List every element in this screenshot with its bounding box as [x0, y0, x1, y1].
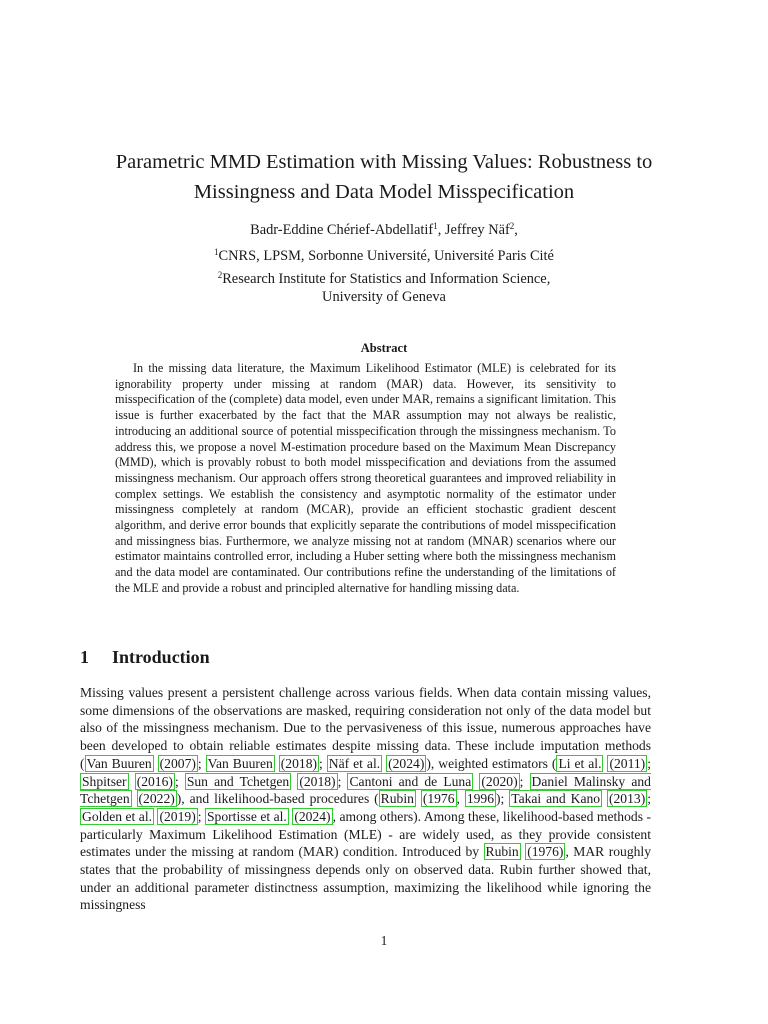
- citation-year-link[interactable]: (2013): [608, 791, 646, 807]
- citation-year-link[interactable]: (1976: [422, 791, 455, 807]
- citation-link[interactable]: Daniel Malinsky and Tchetgen: [80, 773, 651, 807]
- citation-link[interactable]: Cantoni and de Luna: [349, 773, 472, 789]
- affiliation-mark: 1: [214, 247, 219, 257]
- citation-year-link[interactable]: (2022): [138, 791, 175, 807]
- citation-year-link[interactable]: (1976): [527, 844, 564, 860]
- intro-paragraph: Missing values present a persistent challenge across various fields. When data contain missing values, some dimensions of the observations are masked, requiring consideration not only of the data model but also of the missingness mechanism. Due to the pervasiveness of this issue, numerous approaches have been developed to obtain reliable estimates despite missing data. These include imputation methods ( Van Buuren (2007) ; Van Buuren (2018) ; Näf et al. (2024) ), weighted estimators ( Li et al. (2011) ; Shpitser (2016) ; Sun and Tchetgen (2018) ; Cantoni and de Luna (2020) ; Daniel Malinsky and Tchetgen (2022) ), and likelihood-based procedures ( Rubin (1976 , 1996 ); Takai and Kano (2013) ; Golden et al. (2019) ; Sportisse et al. (2024) , among others). Among these, likelihood-based methods - particularly Maximum Likelihood Estimation (MLE) - are widely used, as they provide consistent estimates under the missing at random (MAR) condition. Introduced by Rubin (1976) , MAR roughly states that the probability of missingness depends only on observed data. Rubin further showed that, under an additional parameter distinctness assumption, maximizing the likelihood while ignoring the missingness: [80, 685, 652, 913]
- author-name: Jeffrey Näf: [444, 222, 510, 238]
- body-text: , among others). Among these, likelihood-based methods - particularly Maximum Likelihood Estimation (MLE) - are widely used, as they provide consistent estimates under the missing at random (MAR) condition. Introduced by: [80, 808, 651, 860]
- citation-year-link[interactable]: (2018): [299, 773, 336, 789]
- citation-year-link[interactable]: (2024): [294, 808, 331, 824]
- citation-link[interactable]: Rubin: [380, 791, 414, 807]
- page-number: 1: [380, 933, 388, 948]
- affiliation-2: [40, 271, 728, 288]
- paper-title: [40, 147, 728, 207]
- citation-year-link[interactable]: (2016): [136, 773, 173, 789]
- citation-year-link[interactable]: (2011): [609, 755, 646, 771]
- citation-year-link[interactable]: (2018): [280, 755, 318, 771]
- citation-year-link[interactable]: (2024): [388, 755, 425, 771]
- citation-link[interactable]: Näf et al.: [328, 755, 381, 771]
- title-line-1: Parametric MMD Estimation with Missing Values: Robustness to: [115, 151, 653, 173]
- affiliation-1: [40, 248, 728, 265]
- author-trailing: ,: [514, 222, 518, 238]
- citation-link[interactable]: Golden et al.: [82, 808, 152, 824]
- author-separator: ,: [437, 222, 445, 238]
- body-text: ), weighted estimators (: [426, 755, 557, 771]
- abstract-body: In the missing data literature, the Maximum Likelihood Estimator (MLE) is celebrated for its ignorability property under missing at random (MAR) data. However, its sensitivity to misspecification of the (complete) data model, even under MAR, remains a significant limitation. This issue is further exacerbated by the fact that the MAR assumption may not always be realistic, introducing an additional source of potential misspecification through the missingness mechanism. To address this, we propose a novel M-estimation procedure based on the Maximum Mean Discrepancy (MMD), which is provably robust to both model misspecification and deviations from the assumed missingness mechanism. Our approach offers strong theoretical guarantees and improved reliability in complex settings. We establish the consistency and asymptotic normality of the estimator under missingness completely at random (MCAR), provide an efficient stochastic gradient descent algorithm, and derive error bounds that explicitly separate the contributions of model misspecification and missingness bias. Furthermore, we analyze missing not at random (MNAR) scenarios where our estimator maintains controlled error, including a Huber setting where both the missingness mechanism and the data model are contaminated. Our contributions refine the understanding of the limitations of the MLE and provide a robust and principled alternative for handling missing data.: [115, 361, 616, 595]
- body-text: ), and likelihood-based procedures (: [176, 791, 379, 807]
- title-line-2: Missingness and Data Model Misspecification: [193, 181, 575, 203]
- citation-link[interactable]: Rubin: [485, 844, 519, 860]
- citation-link[interactable]: Li et al.: [558, 755, 602, 771]
- citation-link[interactable]: Sportisse et al.: [207, 808, 287, 824]
- affiliation-text: CNRS, LPSM, Sorbonne Université, Université Paris Cité: [218, 248, 554, 264]
- citation-year-link[interactable]: (2007): [159, 755, 196, 771]
- author-name: Badr-Eddine Chérief-Abdellatif: [250, 222, 434, 238]
- citation-link[interactable]: Takai and Kano: [511, 791, 601, 807]
- section-title: Introduction: [112, 647, 210, 667]
- body-text: , MAR roughly states that the probability of missingness depends only on observed data. Rubin further showed that, under an additional parameter distinctness assumption, maximizing the likelihood while ignoring the missingness: [80, 844, 651, 913]
- body-text: Missing values present a persistent challenge across various fields. When data contain missing values, some dimensions of the observations are masked, requiring consideration not only of the data model but also of the missingness mechanism. Due to the pervasiveness of this issue, numerous approaches have been developed to obtain reliable estimates despite missing data. These include imputation methods (: [80, 685, 651, 771]
- section-number: 1: [80, 647, 89, 667]
- affiliation-text: Research Institute for Statistics and Information Science,: [222, 271, 551, 287]
- citation-link[interactable]: Sun and Tchetgen: [186, 773, 290, 789]
- section-heading: [80, 647, 210, 668]
- abstract-heading: Abstract: [360, 341, 408, 355]
- citation-link[interactable]: Van Buuren: [207, 755, 273, 771]
- affiliation-mark: 2: [217, 270, 223, 280]
- citation-year-link[interactable]: 1996: [466, 791, 495, 807]
- citation-link[interactable]: Van Buuren: [86, 755, 152, 771]
- affiliation-mark: 2: [509, 221, 515, 231]
- citation-link[interactable]: Shpitser: [82, 773, 127, 789]
- author-list: [40, 222, 728, 239]
- citation-year-link[interactable]: (2019): [159, 808, 196, 824]
- affiliation-2-line-2: University of Geneva: [322, 289, 446, 305]
- citation-year-link[interactable]: (2020): [481, 773, 518, 789]
- affiliation-mark: 1: [433, 221, 438, 231]
